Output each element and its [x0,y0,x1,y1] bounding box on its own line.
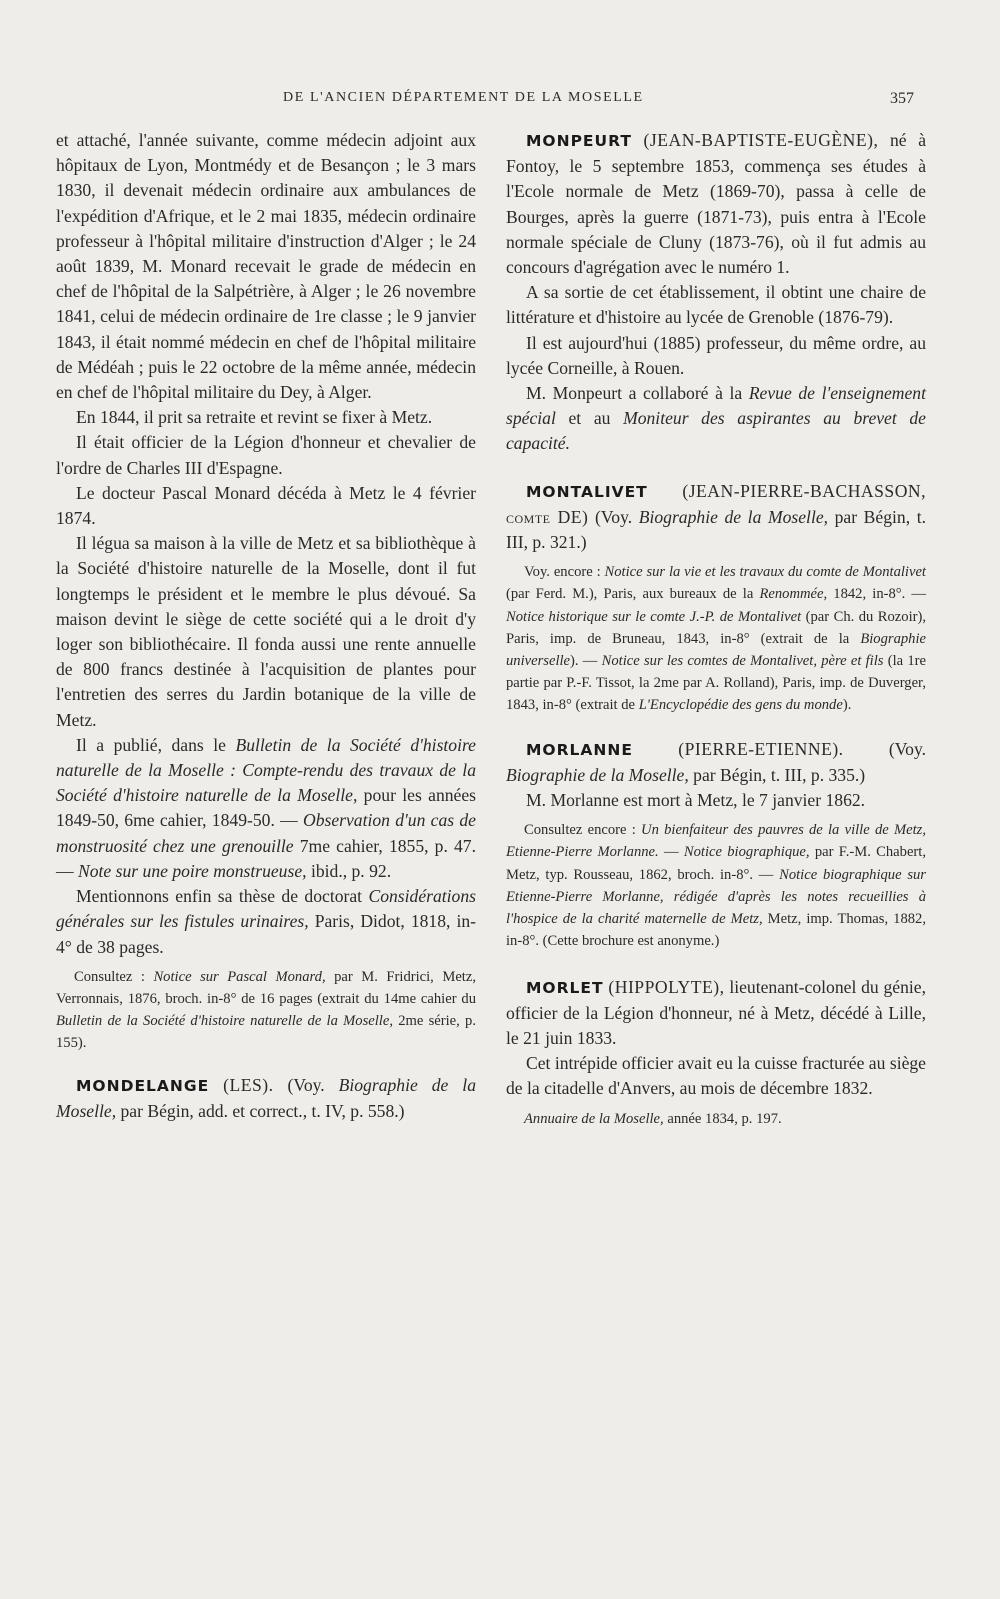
montalivet-headword: MONTALIVET [526,482,648,501]
moniteur-title: Moniteur des aspirantes au brevet de capacité. [506,408,926,454]
morlet-headword: MORLET [526,978,604,997]
publications-intro: Il a publié, dans le [76,734,236,755]
notice1-info: (par Ferd. M.), Paris, aux bureaux de la [506,586,760,603]
monpeurt-bio: né à Fontoy, le 5 septembre 1853, commença ses études à l'Ecole normale de Metz (1869-70), passa à celle de Bourges, après la guerre (1871-73), puis entra à l'Ecole normale spéciale de Cluny (1873-76), où il fut admis au concours d'agrégation avec le numéro 1. [506,130,926,278]
annuaire-info: année 1834, p. 197. [663,1110,782,1127]
montalivet-bio: Biographie de la Moselle, [638,506,829,527]
morlanne-voy: (Voy. [843,738,926,759]
monard-consultez-note [56,966,476,1055]
publications-years: pour les années 1849-50, 6me cahier, 1849-50. — [56,785,476,831]
morlanne-sep1: — [658,844,684,861]
morlet-entry [506,975,926,1130]
notice2-title: Notice historique sur le comte J.-P. de Montalivet [506,608,802,625]
morlet-names: (HIPPOLYTE), [608,976,725,997]
collaboration-mid: et au [555,408,624,429]
montalivet-info: par Bégin, t. III, p. 321.) [506,506,926,553]
collaboration-start: M. Monpeurt a collaboré à la [526,383,749,404]
annuaire-title: Annuaire de la Moselle, [524,1110,664,1127]
bulletin-title: Bulletin de la Société d'histoire naturelle de la Moselle : Compte-rendu des travaux de la Société d'histoire naturelle de la Moselle, [56,734,476,806]
notice1-end: 1842, in-8°. — [827,586,926,603]
morlanne-consultez: Consultez encore : [524,822,642,839]
montalivet-names: (JEAN-PIERRE-BACHASSON, comte DE) [506,480,926,527]
morlanne-title1: Un bienfaiteur des pauvres de la ville de Metz, Etienne-Pierre Morlanne. [506,822,926,861]
morlanne-info2: Metz, imp. Thomas, 1882, in-8°. (Cette brochure est anonyme.) [506,911,926,950]
mondelange-voy: (Voy. [273,1074,339,1095]
page-header [0,90,1000,112]
morlanne-title2: Notice biographique, [683,844,810,861]
page-number: 357 [890,90,914,107]
notice3-end: ). [842,697,852,714]
right-column [506,128,926,1130]
montalivet-intro [506,479,926,556]
monard-these-paragraph [56,884,476,960]
morlanne-references [506,819,926,952]
consultez-end: 2me série, p. 155). [56,1013,476,1052]
monard-legacy-paragraph: Il légua sa maison à la ville de Metz et sa bibliothèque à la Société d'histoire naturelle de la Moselle, dont il fut longtemps le président et le membre le plus dévoué. Sa maison devint le siège de cette société qui a le droit d'y loger son bibliothécaire. Il fonda aussi une rente annuelle de 800 francs destinée à l'acquisition de plantes pour l'entretien des serres du Jardin botanique de la ville de Metz. [56,533,476,730]
mondelange-article: (LES). [223,1074,274,1095]
note-title: Note sur une poire monstrueuse, [78,860,307,881]
monpeurt-intro [506,128,926,280]
these-intro: Mentionnons enfin sa thèse de doctorat [76,886,369,907]
morlet-source [506,1108,926,1130]
morlanne-bio: Biographie de la Moselle, [506,764,689,785]
morlanne-entry [506,737,926,953]
morlanne-intro [506,737,926,788]
consultez-bulletin: Bulletin de la Société d'histoire naturelle de la Moselle, [56,1013,393,1030]
morlanne-names: (PIERRE-ETIENNE). [678,738,844,759]
mondelange-headword: MONDELANGE [76,1076,210,1095]
biographie-universelle-title: Biographie universelle [506,630,926,670]
encyclopedie-title: L'Encyclopédie des gens du monde [638,697,843,714]
mondelange-bio: Biographie de la Moselle, [56,1074,476,1121]
notice3-info: (la 1re partie par P.-F. Tissot, la 2me par A. Rolland), Paris, imp. de Duverger, 1843, in-8° (extrait de [506,653,926,714]
left-column [56,128,476,1124]
these-info: Paris, Didot, 1818, in-4° de 38 pages. [56,911,476,957]
these-title: Considérations générales sur les fistules urinaires, [56,886,476,932]
morlet-intro [506,975,926,1052]
running-head: DE L'ANCIEN DÉPARTEMENT DE LA MOSELLE [283,90,644,105]
morlanne-info1: par F.-M. Chabert, Metz, typ. Rousseau, 1862, broch. in-8°. — [506,844,926,883]
monard-death-paragraph: Le docteur Pascal Monard décéda à Metz le 4 février 1874. [56,482,476,529]
monpeurt-chaire: A sa sortie de cet établissement, il obtint une chaire de littérature et d'histoire au lycée de Grenoble (1876-79). [506,282,926,328]
morlet-injury: Cet intrépide officier avait eu la cuisse fracturée au siège de la citadelle d'Anvers, au mois de décembre 1832. [506,1053,926,1099]
consultez-title: Notice sur Pascal Monard, [153,968,326,985]
notice3-title: Notice sur les comtes de Montalivet, père et fils [601,653,884,670]
consultez-info: par M. Fridrici, Metz, Verronnais, 1876, broch. in-8° de 16 pages (extrait du 14me cahier du [56,968,476,1007]
consultez-lead: Consultez : [74,968,154,985]
morlanne-title3: Notice biographique sur Etienne-Pierre Morlanne, rédigée d'après les notes recueillies à l'hospice de la charité maternelle de Metz, [506,866,926,928]
monard-retirement-paragraph: En 1844, il prit sa retraite et revint se fixer à Metz. [76,407,433,428]
notice2-info: (par Ch. du Rozoir), Paris, imp. de Bruneau, 1843, in-8° (extrait de la [506,608,927,647]
observation-info: 7me cahier, 1855, p. 47. — [56,835,476,881]
voy-encore: Voy. encore : [524,564,605,581]
monpeurt-names: (JEAN-BAPTISTE-EUGÈNE), [643,130,879,150]
notice2-end: ). — [570,653,602,670]
monard-career-paragraph: et attaché, l'année suivante, comme médecin adjoint aux hôpitaux de Lyon, Montmédy et de Besançon ; le 3 mars 1830, il devenait médecin ordinaire aux ambulances de l'expédition d'Afrique, et le 2 mai 1835, médecin ordinaire professeur à l'hôpital militaire d'instruction d'Alger ; le 24 août 1839, M. Monard recevait le grade de médecin en chef de l'hôpital de la Salpétrière, à Alger ; le 26 novembre 1841, celui de médecin ordinaire de 1re classe ; le 9 janvier 1843, il était nommé médecin en chef de l'hôpital militaire de Médéah ; puis le 22 octobre de la même année, médecin en chef de l'hôpital militaire du Dey, à Alger. [56,130,476,403]
notice1-title: Notice sur la vie et les travaux du comte de Montalivet [604,564,926,581]
monpeurt-present: Il est aujourd'hui (1885) professeur, du même ordre, au lycée Corneille, à Rouen. [506,332,926,378]
morlanne-death: M. Morlanne est mort à Metz, le 7 janvier 1862. [526,790,866,811]
note-info: ibid., p. 92. [306,860,392,881]
montalivet-entry [506,479,926,717]
montalivet-references [506,561,926,716]
monard-publications-paragraph [56,733,476,884]
revue-title: Revue de l'enseignement spécial [506,383,926,429]
monard-honours-paragraph: Il était officier de la Légion d'honneur et chevalier de l'ordre de Charles III d'Espagne. [56,432,476,478]
montalivet-voy: (Voy. [588,506,639,527]
morlanne-headword: MORLANNE [526,740,633,759]
morlet-bio: lieutenant-colonel du génie, officier de la Légion d'honneur, né à Metz, décédé à Lille, le 21 juin 1833. [506,976,926,1048]
mondelange-info: par Bégin, add. et correct., t. IV, p. 558.) [116,1100,405,1121]
monpeurt-headword: MONPEURT [526,132,632,150]
morlanne-info: par Bégin, t. III, p. 335.) [688,764,866,785]
mondelange-entry [56,1073,476,1124]
monpeurt-collaboration [506,381,926,457]
monpeurt-entry [506,128,926,457]
observation-title: Observation d'un cas de monstruosité chez une grenouille [56,810,476,856]
renommee-title: Renommée, [759,586,828,603]
